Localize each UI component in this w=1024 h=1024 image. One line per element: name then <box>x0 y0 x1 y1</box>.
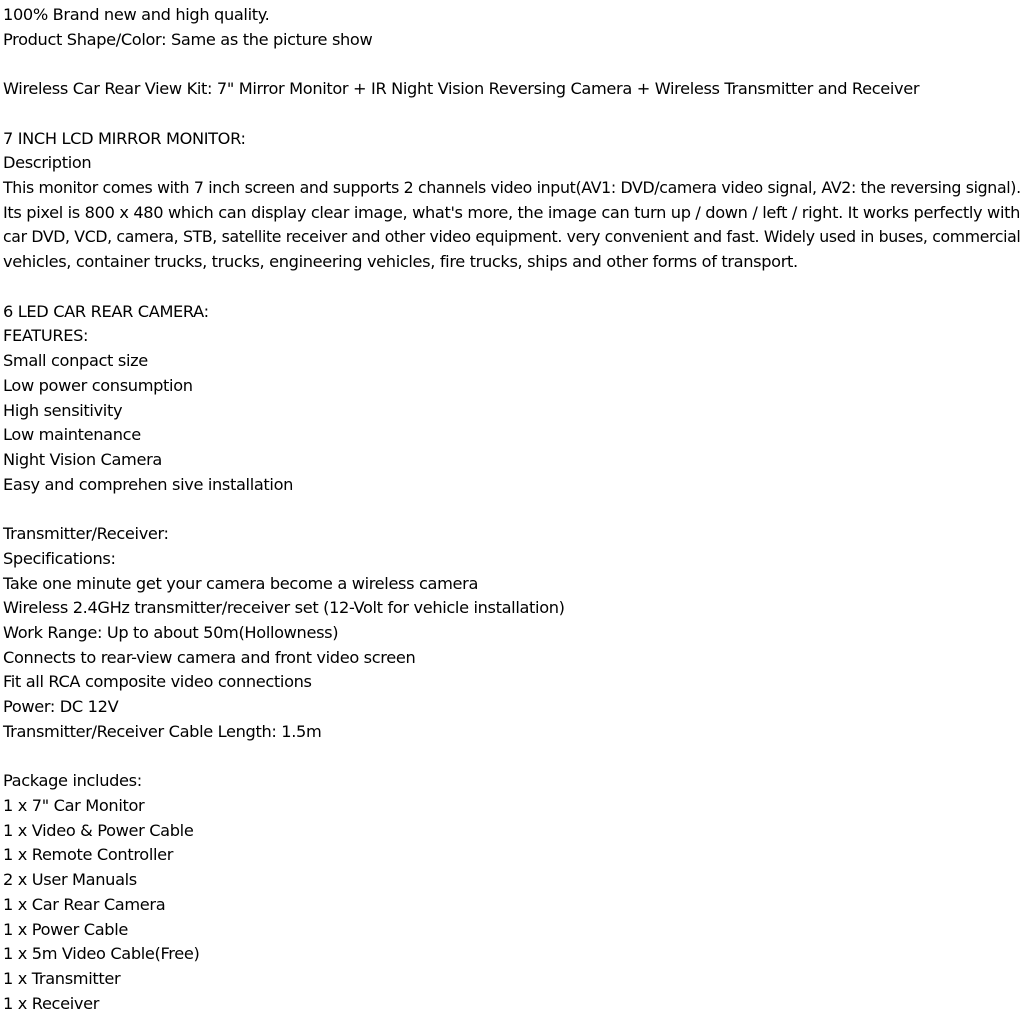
monitor-description-line: car DVD, VCD, camera, STB, satellite receiver and other video equipment. very convenient and fast. Widely used in buses, commercial <box>3 227 1021 247</box>
monitor-section <box>3 127 1021 275</box>
transmitter-heading: Transmitter/Receiver: <box>3 524 169 544</box>
package-item: 1 x Receiver <box>3 993 99 1013</box>
monitor-subheading: Description <box>3 153 92 173</box>
spec-item: Wireless 2.4GHz transmitter/receiver set (12-Volt for vehicle installation) <box>3 598 565 618</box>
monitor-description-line: vehicles, container trucks, trucks, engineering vehicles, fire trucks, ships and other forms of transport. <box>3 252 798 272</box>
intro-quality-line: 100% Brand new and high quality. <box>3 5 270 24</box>
transmitter-subheading: Specifications: <box>3 548 116 568</box>
package-item: 1 x 5m Video Cable(Free) <box>3 944 200 964</box>
spec-item: Connects to rear-view camera and front video screen <box>3 647 416 667</box>
camera-heading: 6 LED CAR REAR CAMERA: <box>3 301 209 321</box>
spec-item: Take one minute get your camera become a wireless camera <box>3 573 479 593</box>
product-description <box>3 3 1021 1016</box>
transmitter-section <box>3 522 1021 744</box>
monitor-description-line: Its pixel is 800 x 480 which can display clear image, what's more, the image can turn up / down / left / right. It works perfectly with <box>3 202 1020 222</box>
spacer <box>3 497 1021 522</box>
monitor-description-line: This monitor comes with 7 inch screen and supports 2 channels video input(AV1: DVD/camera video signal, AV2: the reversing signal). <box>3 178 1021 198</box>
package-item: 1 x Car Rear Camera <box>3 894 166 914</box>
spec-item: Transmitter/Receiver Cable Length: 1.5m <box>3 721 322 741</box>
feature-item: Low maintenance <box>3 425 141 445</box>
spec-item: Fit all RCA composite video connections <box>3 672 312 692</box>
camera-subheading: FEATURES: <box>3 326 89 346</box>
feature-item: Small conpact size <box>3 351 148 371</box>
spacer <box>3 52 1021 77</box>
spacer <box>3 102 1021 127</box>
package-heading: Package includes: <box>3 771 142 791</box>
package-section <box>3 769 1021 1016</box>
spec-item: Power: DC 12V <box>3 697 119 717</box>
spacer <box>3 275 1021 300</box>
package-item: 1 x Transmitter <box>3 969 121 989</box>
package-item: 1 x 7" Car Monitor <box>3 796 145 815</box>
package-item: 1 x Remote Controller <box>3 845 174 865</box>
feature-item: Night Vision Camera <box>3 449 162 469</box>
spec-item: Work Range: Up to about 50m(Hollowness) <box>3 622 339 642</box>
intro-shape-color-line: Product Shape/Color: Same as the picture show <box>3 29 373 49</box>
feature-item: High sensitivity <box>3 400 123 420</box>
feature-item: Easy and comprehen sive installation <box>3 474 294 494</box>
camera-section <box>3 300 1021 498</box>
package-item: 1 x Power Cable <box>3 919 128 939</box>
kit-title: Wireless Car Rear View Kit: 7" Mirror Monitor + IR Night Vision Reversing Camera + Wireless Transmitter and Receiver <box>3 79 920 99</box>
package-item: 2 x User Manuals <box>3 870 137 890</box>
spacer <box>3 745 1021 770</box>
monitor-heading: 7 INCH LCD MIRROR MONITOR: <box>3 128 246 148</box>
package-item: 1 x Video & Power Cable <box>3 820 194 840</box>
feature-item: Low power consumption <box>3 375 193 395</box>
